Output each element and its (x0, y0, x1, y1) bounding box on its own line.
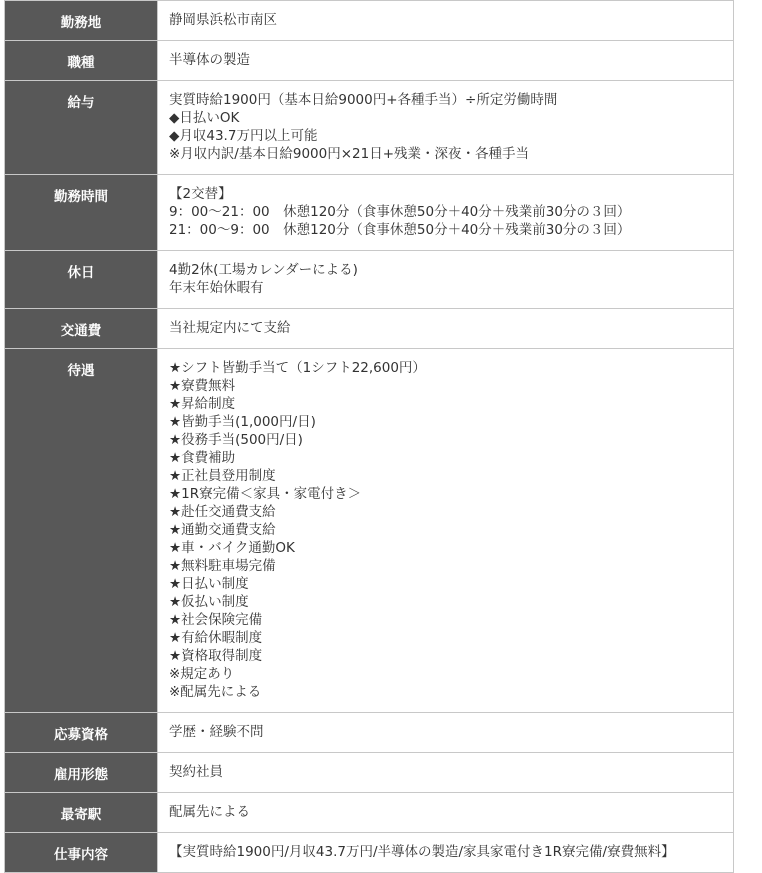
row-value (158, 793, 734, 833)
table-row-salary (5, 81, 734, 175)
value-line: ★昇給制度 (169, 396, 236, 412)
table-row-qualifications (5, 713, 734, 753)
row-value (158, 251, 734, 309)
value-line: 学歴・経験不問 (169, 724, 264, 740)
value-line: 静岡県浜松市南区 (169, 12, 277, 28)
row-label: 雇用形態 (5, 753, 158, 793)
row-label: 交通費 (5, 309, 158, 349)
table-row-nearest-station (5, 793, 734, 833)
value-line: ★赴任交通費支給 (169, 504, 276, 520)
table-row-employment-type (5, 753, 734, 793)
value-line: 年末年始休暇有 (169, 280, 264, 296)
row-label: 仕事内容 (5, 833, 158, 873)
table-row-holidays (5, 251, 734, 309)
row-value (158, 1, 734, 41)
value-line: ★無料駐車場完備 (169, 558, 276, 574)
value-line: 4勤2休(工場カレンダーによる) (169, 262, 358, 278)
value-line: ※配属先による (169, 684, 262, 700)
row-label: 職種 (5, 41, 158, 81)
value-line: 実質時給1900円（基本日給9000円+各種手当）÷所定労働時間 (169, 92, 558, 108)
row-label: 給与 (5, 81, 158, 175)
table-row-job-type (5, 41, 734, 81)
value-line: 21：00～9：00 休憩120分（食事休憩50分＋40分＋残業前30分の３回） (169, 222, 631, 238)
value-line: ※月収内訳/基本日給9000円×21日+残業・深夜・各種手当 (169, 146, 530, 162)
row-value (158, 713, 734, 753)
value-line: ★寮費無料 (169, 378, 236, 394)
value-line: ★日払い制度 (169, 576, 249, 592)
job-details-table (4, 0, 734, 873)
value-line: 【実質時給1900円/月収43.7万円/半導体の製造/家具家電付き1R寮完備/寮費無料】 (169, 844, 675, 860)
row-label: 勤務時間 (5, 175, 158, 251)
row-label: 勤務地 (5, 1, 158, 41)
row-label: 最寄駅 (5, 793, 158, 833)
value-line: 【2交替】 (169, 186, 232, 202)
row-value (158, 753, 734, 793)
row-value (158, 175, 734, 251)
value-line: ★仮払い制度 (169, 594, 249, 610)
value-line: ※規定あり (169, 666, 235, 682)
value-line: ★社会保険完備 (169, 612, 263, 628)
value-line: ★車・バイク通勤OK (169, 540, 295, 556)
value-line: ★役務手当(500円/日) (169, 432, 303, 448)
value-line: ★通勤交通費支給 (169, 522, 276, 538)
row-value (158, 349, 734, 713)
row-label: 応募資格 (5, 713, 158, 753)
value-line: ◆日払いOK (169, 110, 240, 126)
value-line: 9：00～21：00 休憩120分（食事休憩50分＋40分＋残業前30分の３回） (169, 204, 631, 220)
value-line: ★資格取得制度 (169, 648, 263, 664)
value-line: ★正社員登用制度 (169, 468, 276, 484)
row-label: 休日 (5, 251, 158, 309)
value-line: 半導体の製造 (169, 52, 250, 68)
table-row-transportation-fee (5, 309, 734, 349)
table-row-working-hours (5, 175, 734, 251)
table-row-job-description (5, 833, 734, 873)
row-label: 待遇 (5, 349, 158, 713)
table-row-benefits (5, 349, 734, 713)
row-value (158, 833, 734, 873)
value-line: ★1R寮完備＜家具・家電付き＞ (169, 486, 362, 502)
value-line: ★皆勤手当(1,000円/日) (169, 414, 316, 430)
value-line: 契約社員 (169, 764, 223, 780)
table-row-work-location (5, 1, 734, 41)
value-line: ★有給休暇制度 (169, 630, 263, 646)
value-line: 当社規定内にて支給 (169, 320, 291, 336)
value-line: ◆月収43.7万円以上可能 (169, 128, 318, 144)
value-line: 配属先による (169, 804, 250, 820)
value-line: ★食費補助 (169, 450, 236, 466)
value-line: ★シフト皆勤手当て（1シフト22,600円） (169, 360, 426, 376)
row-value (158, 81, 734, 175)
row-value (158, 309, 734, 349)
row-value (158, 41, 734, 81)
